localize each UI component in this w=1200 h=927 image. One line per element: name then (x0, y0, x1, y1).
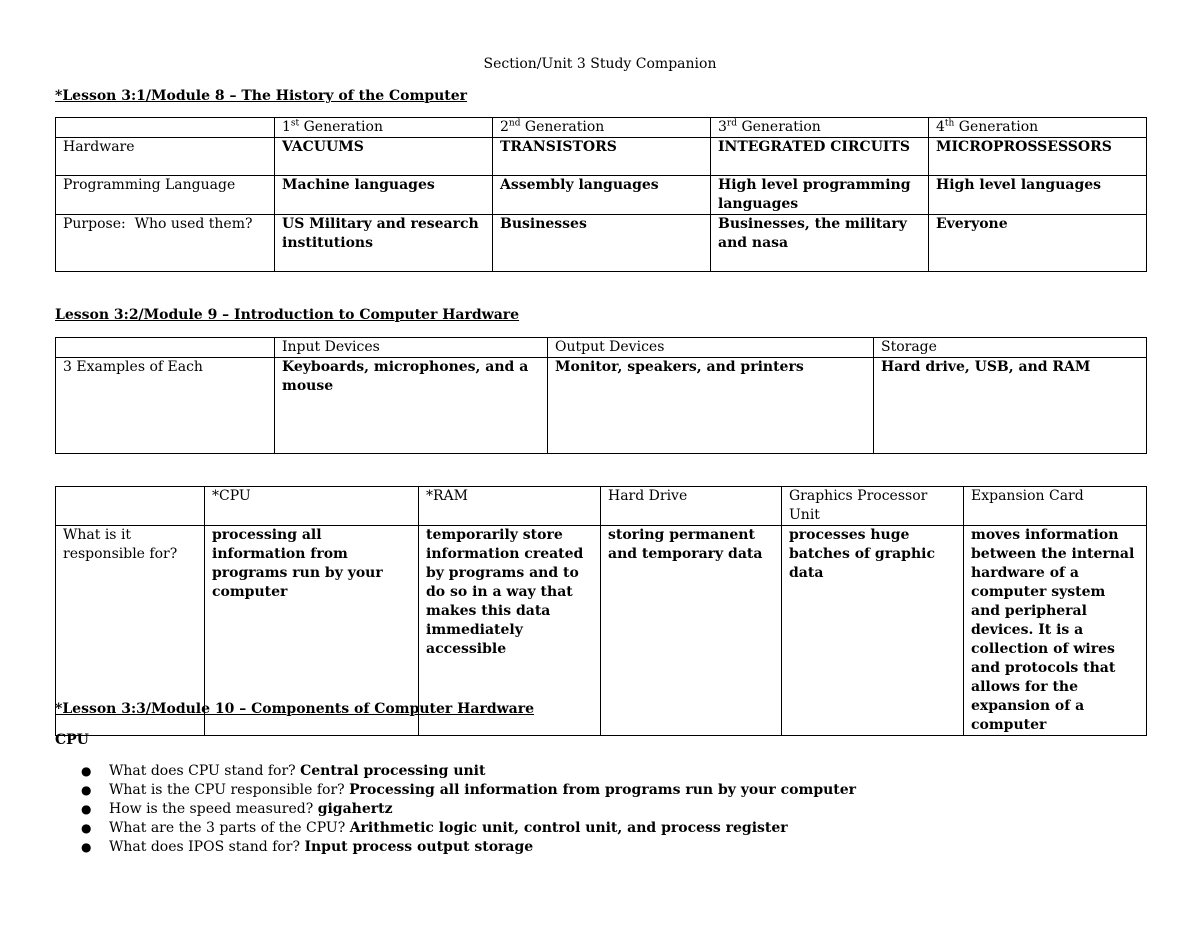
table-row (56, 215, 1147, 272)
components-responsibility-table (55, 486, 1147, 736)
answer-text: gigahertz (317, 801, 393, 817)
table-cell: TRANSISTORS (493, 138, 711, 176)
row-label-programming-language: Programming Language (56, 176, 275, 215)
generation-header-3: 3rd Generation (711, 118, 929, 138)
table-cell: US Military and research institutions (275, 215, 493, 272)
bullet-icon: ● (81, 840, 92, 854)
document-title: Section/Unit 3 Study Companion (483, 56, 717, 72)
question-text: What is the CPU responsible for? (109, 782, 350, 798)
table-cell: Businesses, the military and nasa (711, 215, 929, 272)
table-cell: temporarily store information created by programs and to do so in a way that makes this data immediately accessible (419, 526, 601, 736)
bullet-icon: ● (81, 764, 92, 778)
list-item (55, 781, 856, 800)
lesson-3-2-heading: Lesson 3:2/Module 9 – Introduction to Computer Hardware (55, 307, 520, 323)
table-cell: High level languages (929, 176, 1147, 215)
table-cell: Assembly languages (493, 176, 711, 215)
cpu-question-list (55, 762, 856, 857)
column-header-input-devices: Input Devices (275, 338, 548, 358)
table-cell: MICROPROSSESSORS (929, 138, 1147, 176)
answer-text: Central processing unit (300, 763, 486, 779)
question-text: How is the speed measured? (109, 801, 318, 817)
table-cell: Monitor, speakers, and printers (548, 358, 874, 454)
table-cell: Hard drive, USB, and RAM (874, 358, 1147, 454)
table-cell: Keyboards, microphones, and a mouse (275, 358, 548, 454)
table-row (56, 176, 1147, 215)
row-label-purpose: Purpose: Who used them? (56, 215, 275, 272)
empty-header-cell (56, 338, 275, 358)
bullet-icon: ● (81, 821, 92, 835)
list-item (55, 838, 856, 857)
table-cell: processing all information from programs run by your computer (205, 526, 419, 736)
cpu-section-label: CPU (55, 732, 89, 748)
table-row (56, 358, 1147, 454)
column-header-ram: *RAM (419, 487, 601, 526)
table-cell: Businesses (493, 215, 711, 272)
question-text: What are the 3 parts of the CPU? (109, 820, 350, 836)
list-item (55, 762, 856, 781)
column-header-gpu: Graphics Processor Unit (782, 487, 964, 526)
table-cell: processes huge batches of graphic data (782, 526, 964, 736)
column-header-hard-drive: Hard Drive (601, 487, 782, 526)
table-cell: VACUUMS (275, 138, 493, 176)
table-cell: storing permanent and temporary data (601, 526, 782, 736)
column-header-expansion-card: Expansion Card (964, 487, 1147, 526)
list-item (55, 819, 856, 838)
row-label-examples: 3 Examples of Each (56, 358, 275, 454)
lesson-3-3-heading: *Lesson 3:3/Module 10 – Components of Computer Hardware (55, 701, 535, 717)
answer-text: Arithmetic logic unit, control unit, and process register (349, 820, 788, 836)
list-item (55, 800, 856, 819)
table-cell: moves information between the internal hardware of a computer system and peripheral devices. It is a collection of wires and protocols that allows for the expansion of a computer (964, 526, 1147, 736)
bullet-icon: ● (81, 802, 92, 816)
bullet-icon: ● (81, 783, 92, 797)
question-text: What does CPU stand for? (109, 763, 301, 779)
hardware-devices-table (55, 337, 1147, 454)
table-row (56, 138, 1147, 176)
table-cell: Machine languages (275, 176, 493, 215)
computer-generations-table (55, 117, 1147, 272)
generation-header-2: 2nd Generation (493, 118, 711, 138)
column-header-storage: Storage (874, 338, 1147, 358)
generation-header-1: 1st Generation (275, 118, 493, 138)
column-header-cpu: *CPU (205, 487, 419, 526)
table-cell: INTEGRATED CIRCUITS (711, 138, 929, 176)
row-label-responsibility: What is it responsible for? (56, 526, 205, 736)
question-text: What does IPOS stand for? (109, 839, 305, 855)
empty-header-cell (56, 118, 275, 138)
column-header-output-devices: Output Devices (548, 338, 874, 358)
answer-text: Processing all information from programs run by your computer (349, 782, 857, 798)
table-cell: Everyone (929, 215, 1147, 272)
answer-text: Input process output storage (304, 839, 534, 855)
empty-header-cell (56, 487, 205, 526)
table-cell: High level programming languages (711, 176, 929, 215)
lesson-3-1-heading: *Lesson 3:1/Module 8 – The History of the Computer (55, 88, 468, 104)
generation-header-4: 4th Generation (929, 118, 1147, 138)
row-label-hardware: Hardware (56, 138, 275, 176)
